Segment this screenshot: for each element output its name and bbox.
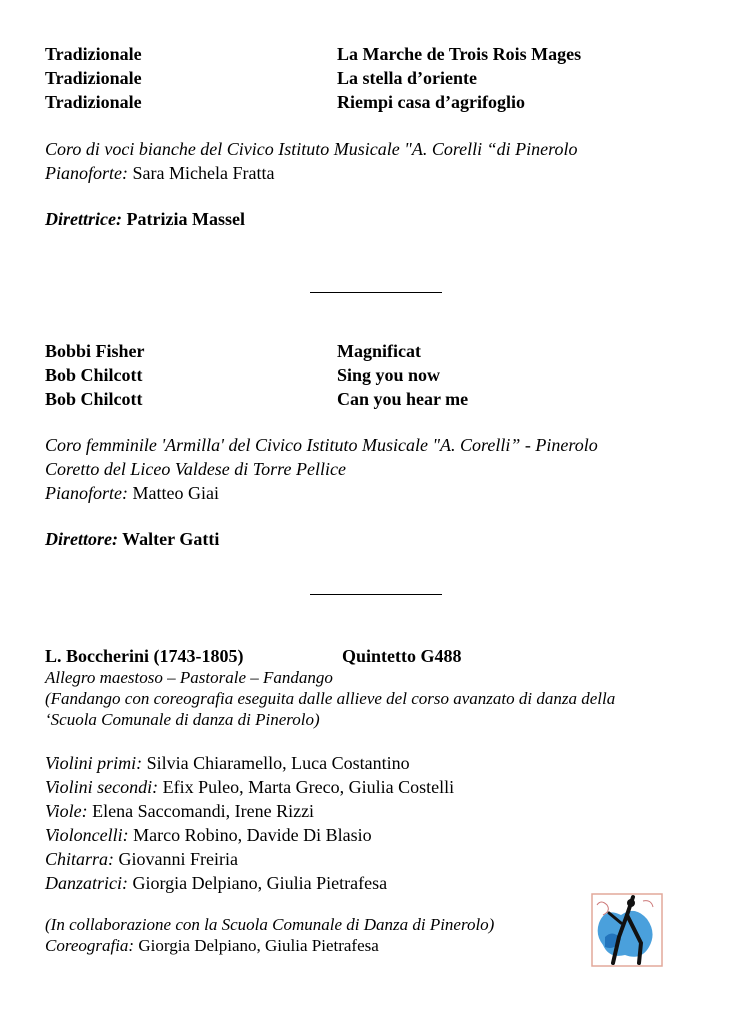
director-label: Direttrice: [45,209,122,229]
performer-names: Giorgia Delpiano, Giulia Pietrafesa [132,873,388,893]
director-name: Walter Gatti [122,529,220,549]
composer: Bobbi Fisher [45,341,145,361]
pianist-line [45,481,219,505]
performer-label: Violini primi: [45,753,143,773]
performer-names: Elena Saccomandi, Irene Rizzi [92,801,315,821]
ensemble-name: Coro di voci bianche del Civico Istituto Musicale "A. Corelli “di Pinerolo [45,139,578,159]
director-line [45,527,219,551]
note-line: (Fandango con coreografia eseguita dalle allieve del corso avanzato di danza della [45,689,616,708]
performer-names: Marco Robino, Davide Di Blasio [133,825,372,845]
composer: Tradizionale [45,44,142,64]
ensemble-name: Coro femminile 'Armilla' del Civico Istituto Musicale "A. Corelli” - Pinerolo [45,435,598,455]
ensemble-name: Coretto del Liceo Valdese di Torre Pellice [45,459,346,479]
piece-title: Magnificat [337,341,421,361]
dancer-logo-icon [591,893,663,967]
piece-row [45,644,462,668]
choreography-line [45,935,379,957]
performer-line [45,751,410,775]
piece-row [45,66,477,90]
composer: Tradizionale [45,92,142,112]
performer-line [45,799,314,823]
performer-label: Danzatrici: [45,873,128,893]
piece-title: Riempi casa d’agrifoglio [337,92,525,112]
pianist-label: Pianoforte: [45,163,128,183]
piece-title: La stella d’oriente [337,68,477,88]
piece-row [45,90,525,114]
pianist-name: Matteo Giai [132,483,219,503]
choreography-names: Giorgia Delpiano, Giulia Pietrafesa [138,936,379,955]
performer-line [45,775,454,799]
director-name: Patrizia Massel [126,209,245,229]
piece-row [45,387,469,411]
performer-label: Violoncelli: [45,825,129,845]
performer-label: Viole: [45,801,88,821]
performer-line [45,847,238,871]
performer-label: Violini secondi: [45,777,159,797]
pianist-name: Sara Michela Fratta [132,163,275,183]
piece-title: Quintetto G488 [342,646,462,666]
performer-label: Chitarra: [45,849,115,869]
pianist-line [45,161,274,185]
composer: Tradizionale [45,68,142,88]
piece-title: Can you hear me [337,389,469,409]
performer-names: Silvia Chiaramello, Luca Costantino [146,753,410,773]
director-line [45,207,245,231]
composer: L. Boccherini (1743-1805) [45,646,244,666]
performer-line [45,823,372,847]
piece-title: La Marche de Trois Rois Mages [337,44,582,64]
choreography-label: Coreografia: [45,936,135,955]
performer-names: Efix Puleo, Marta Greco, Giulia Costelli [162,777,455,797]
piece-row [45,363,441,387]
piece-row [45,42,582,66]
section-divider [310,292,442,293]
pianist-label: Pianoforte: [45,483,128,503]
movements: Allegro maestoso – Pastorale – Fandango [45,668,333,687]
performer-names: Giovanni Freiria [118,849,238,869]
note-line: ‘Scuola Comunale di danza di Pinerolo) [45,710,320,729]
composer: Bob Chilcott [45,389,143,409]
collaboration-note: (In collaborazione con la Scuola Comunale di Danza di Pinerolo) [45,915,495,934]
section-divider [310,594,442,595]
piece-row [45,339,421,363]
performer-line [45,871,387,895]
composer: Bob Chilcott [45,365,143,385]
director-label: Direttore: [45,529,118,549]
piece-title: Sing you now [337,365,441,385]
